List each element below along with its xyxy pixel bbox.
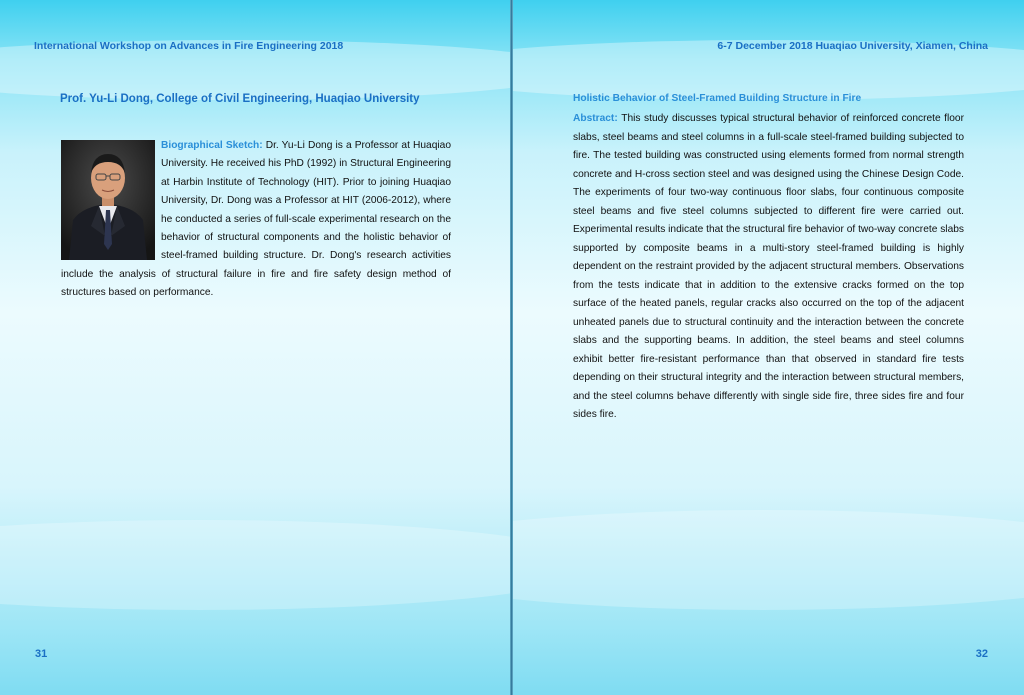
author-heading: Prof. Yu-Li Dong, College of Civil Engineering, Huaqiao University	[60, 93, 420, 105]
bio-text: Dr. Yu-Li Dong is a Professor at Huaqiao University. He received his PhD (1992) in Structural Engineering at Harbin Institute of Technology (HIT). Prior to joining Huaqiao University, Dr. Dong was a Professor at HIT (2006-2012), where he conducted a series of full-scale experimental research on the behavior of structural components and the holistic behavior of steel-framed building structure. Dr. Dong's research activities include the analysis of structural failure in fire and fire safety design method of structures based on performance.	[61, 140, 451, 299]
abstract-text: This study discusses typical structural behavior of reinforced concrete floor slabs, steel beams and steel columns in a full-scale steel-framed building subjected to fire. The tested building was constructed using elements formed from normal strength concrete and H-cross section steel and was designed using the Chinese Design Code. The experiments of four two-way continuous floor slabs, four continuous composite steel beams and five steel columns subjected to different fire were carried out. Experimental results indicate that the structural fire behavior of two-way concrete slabs supported by composite beams in a multi-story steel-framed building is highly dependent on the restraint provided by the adjacent structural members. Observations from the tests indicate that in addition to the extensive cracks formed on the top surface of the heated panels, regular cracks also occurred on the top of the adjacent unheated panels due to structural continuity and the interaction between the concrete slabs and the supporting beams. In addition, the steel beams and steel columns exhibit better fire-resistant performance than that observed in standard fire tests depending on their structural integrity and the interaction between structural members, and the steel columns behave differently with single side fire, three sides fire and four sides fire.	[573, 113, 964, 420]
page-number-right: 32	[975, 648, 988, 660]
abstract	[573, 110, 964, 425]
right-page	[513, 0, 1024, 695]
background-wave	[513, 510, 1024, 610]
page-header: International Workshop on Advances in Fire Engineering 2018	[34, 40, 344, 52]
biographical-sketch	[61, 137, 451, 303]
bio-label: Biographical Sketch:	[161, 140, 266, 151]
paper-title: Holistic Behavior of Steel-Framed Building Structure in Fire	[573, 93, 862, 104]
page-header: 6-7 December 2018 Huaqiao University, Xiamen, China	[717, 40, 988, 52]
left-page	[0, 0, 511, 695]
background-wave	[0, 520, 511, 610]
page-number-left: 31	[35, 648, 48, 660]
portrait-spacer	[61, 137, 161, 261]
abstract-label: Abstract:	[573, 113, 622, 124]
